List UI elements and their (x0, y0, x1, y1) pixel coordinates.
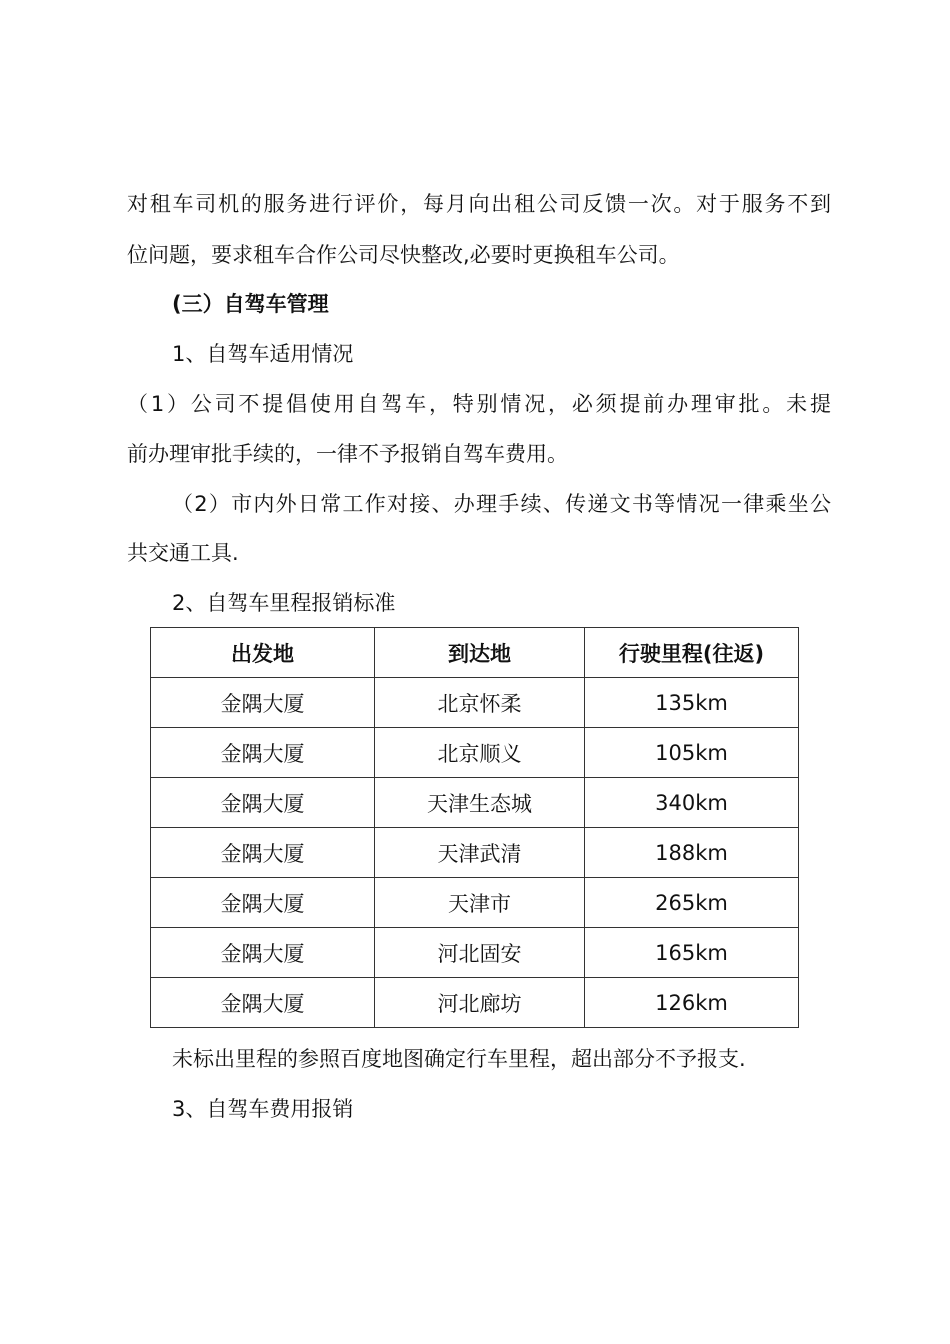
table-cell: 165km (585, 928, 799, 978)
table-cell: 金隅大厦 (151, 728, 375, 778)
mileage-table (150, 627, 799, 1028)
paragraph-line: 共交通工具. (127, 541, 239, 565)
paragraph-line: 对租车司机的服务进行评价，每月向出租公司反馈一次。对于服务不到 (127, 192, 831, 216)
table-row (151, 828, 799, 878)
table-row (151, 878, 799, 928)
table-cell: 天津市 (375, 878, 585, 928)
paragraph-line: （2）市内外日常工作对接、办理手续、传递文书等情况一律乘坐公 (172, 492, 831, 516)
table-note: 未标出里程的参照百度地图确定行车里程，超出部分不予报支. (172, 1047, 746, 1071)
table-cell: 河北廊坊 (375, 978, 585, 1028)
subsection-heading: 3、自驾车费用报销 (172, 1097, 354, 1121)
table-cell: 188km (585, 828, 799, 878)
table-cell: 105km (585, 728, 799, 778)
table-cell: 金隅大厦 (151, 828, 375, 878)
table-cell: 金隅大厦 (151, 978, 375, 1028)
subsection-heading: 1、自驾车适用情况 (172, 342, 354, 366)
subsection-heading: 2、自驾车里程报销标准 (172, 591, 396, 615)
table-cell: 金隅大厦 (151, 678, 375, 728)
table-cell: 金隅大厦 (151, 928, 375, 978)
paragraph-line: 前办理审批手续的，一律不予报销自驾车费用。 (127, 442, 568, 466)
table-cell: 340km (585, 778, 799, 828)
table-row (151, 778, 799, 828)
table-cell: 135km (585, 678, 799, 728)
table-cell: 北京顺义 (375, 728, 585, 778)
table-cell: 金隅大厦 (151, 878, 375, 928)
table-row (151, 978, 799, 1028)
column-header-mileage: 行驶里程(往返) (585, 628, 799, 678)
table-cell: 天津生态城 (375, 778, 585, 828)
paragraph-line: 位问题，要求租车合作公司尽快整改,必要时更换租车公司。 (127, 243, 680, 267)
table-cell: 265km (585, 878, 799, 928)
table-header-row (151, 628, 799, 678)
column-header-origin: 出发地 (151, 628, 375, 678)
table-row (151, 678, 799, 728)
paragraph-line: （1）公司不提倡使用自驾车，特别情况，必须提前办理审批。未提 (127, 392, 831, 416)
column-header-destination: 到达地 (375, 628, 585, 678)
table-row (151, 928, 799, 978)
table-cell: 金隅大厦 (151, 778, 375, 828)
table-cell: 河北固安 (375, 928, 585, 978)
table-cell: 天津武清 (375, 828, 585, 878)
table-cell: 126km (585, 978, 799, 1028)
table-row (151, 728, 799, 778)
section-heading: (三）自驾车管理 (172, 292, 329, 316)
table-cell: 北京怀柔 (375, 678, 585, 728)
